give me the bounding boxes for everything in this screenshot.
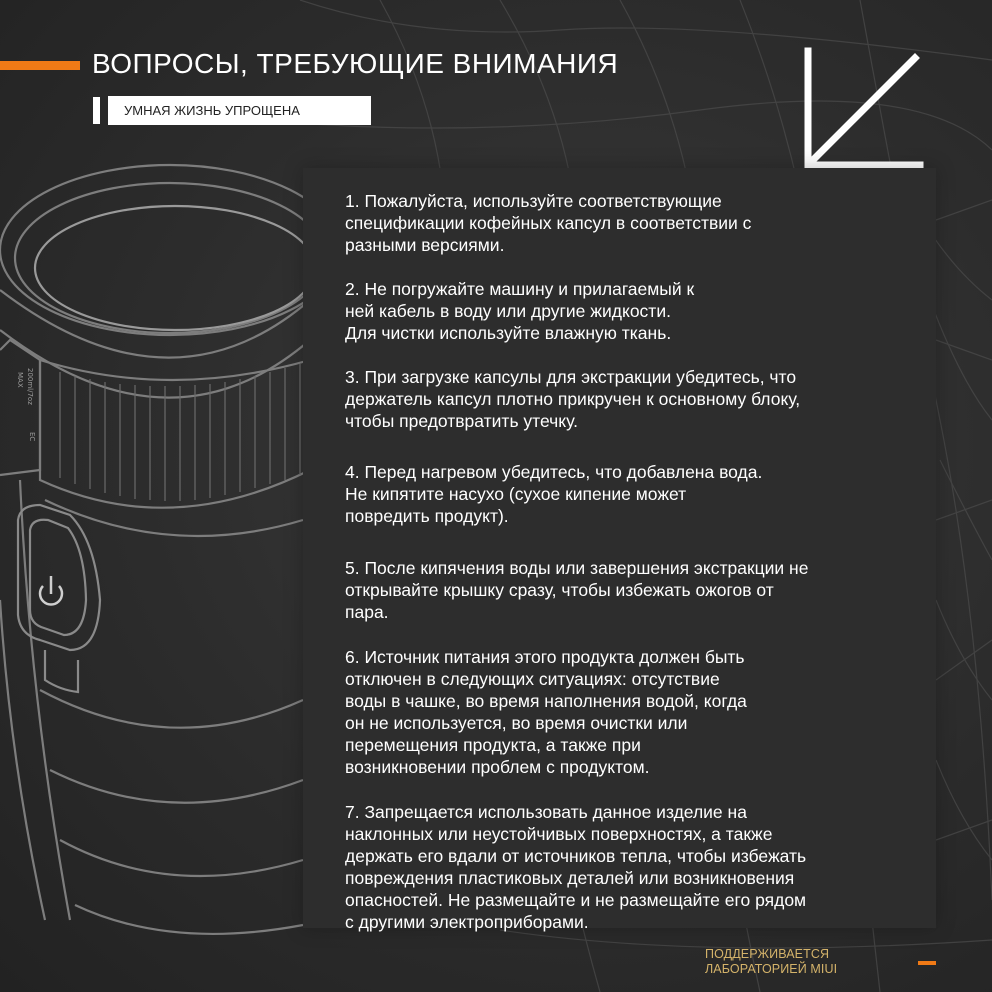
subtitle-marker (93, 97, 100, 124)
precautions-list (345, 190, 915, 933)
note-item: 2. Не погружайте машину и прилагаемый к ней кабель в воду или другие жидкости. Для чистки используйте влажную ткань. (345, 279, 695, 343)
max-label: MAX (16, 372, 24, 388)
note-item: 5. После кипячения воды или завершения экстракции не открывайте крышку сразу, чтобы избежать ожогов от пара. (345, 558, 809, 622)
footer-credit: ПОДДЕРЖИВАЕТСЯ ЛАБОРАТОРИЕЙ MIUI (705, 947, 838, 976)
title-accent-bar (0, 61, 80, 70)
note-item: 6. Источник питания этого продукта должен быть отключен в следующих ситуациях: отсутствие воды в чашке, во время наполнения водой, когда он не используется, во время очистки или перемещения продукта, а также при возникновении проблем с продуктом. (345, 647, 747, 777)
power-icon (40, 576, 62, 605)
note-item: 7. Запрещается использовать данное изделие на наклонных или неустойчивых поверхностях, а также держать его вдали от источников тепла, чтобы избежать повреждения пластиковых деталей или возникновения опасностей. Не размещайте и не размещайте его рядом с другими электроприборами. (345, 802, 807, 932)
note-item: 1. Пожалуйста, используйте соответствующие спецификации кофейных капсул в соответствии с разными версиями. (345, 191, 752, 255)
page-title: ВОПРОСЫ, ТРЕБУЮЩИЕ ВНИМАНИЯ (92, 48, 619, 79)
capacity-label: 200ml/7oz (26, 368, 34, 405)
level-label: EC (28, 432, 36, 442)
note-item: 4. Перед нагревом убедитесь, что добавлена вода. Не кипятите насухо (сухое кипение может повредить продукт). (345, 462, 763, 526)
footer-accent-dash (918, 961, 936, 965)
subtitle-badge: УМНАЯ ЖИЗНЬ УПРОЩЕНА (108, 96, 371, 125)
arrow-down-left-icon (800, 45, 930, 175)
note-item: 3. При загрузке капсулы для экстракции убедитесь, что держатель капсул плотно прикручен к основному блоку, чтобы предотвратить утечку. (345, 367, 801, 431)
